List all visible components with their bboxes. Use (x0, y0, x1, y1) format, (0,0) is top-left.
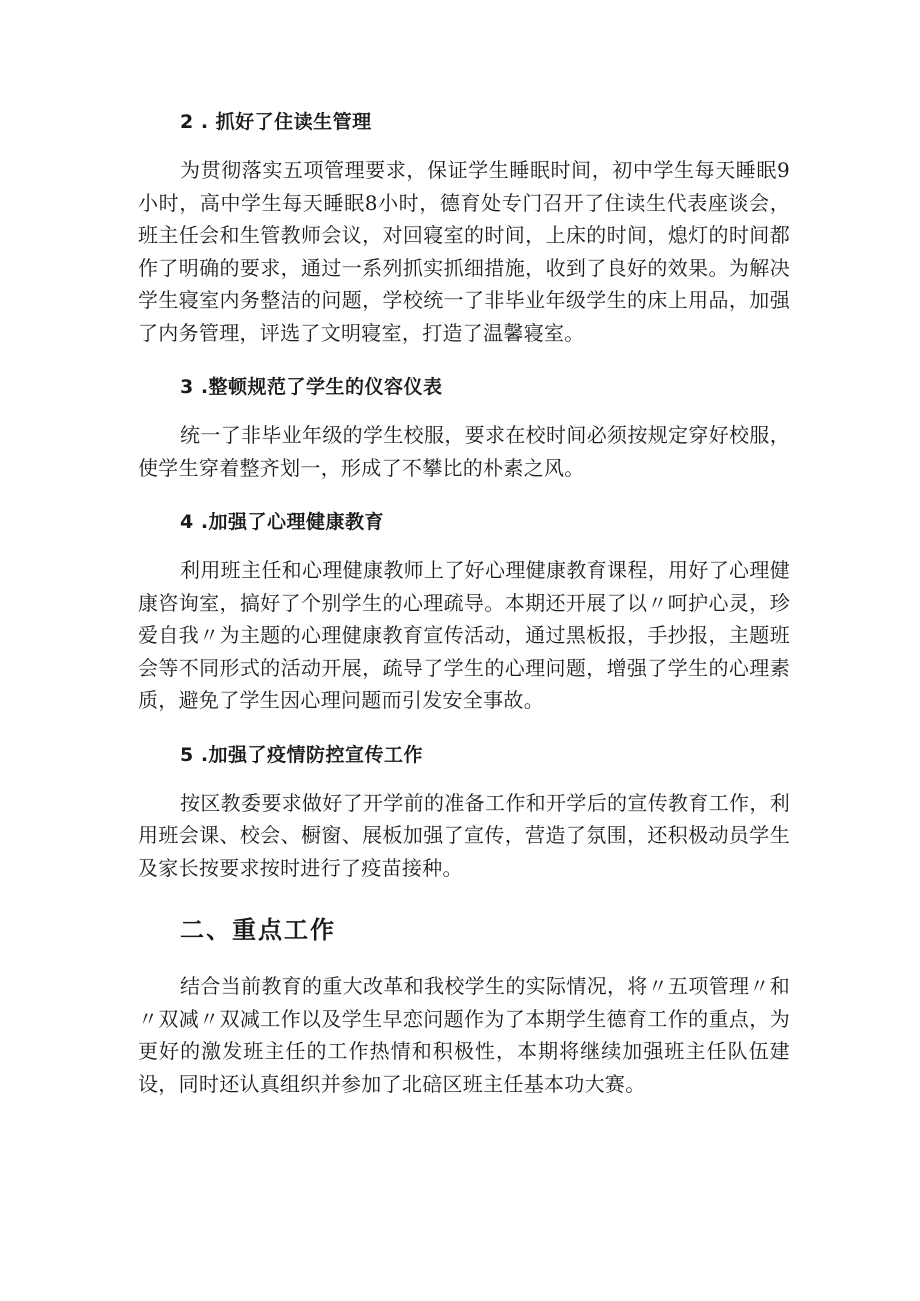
section-heading-epidemic: 5 .加强了疫情防控宣传工作 (180, 743, 424, 766)
section-heading-residential-management: 2 . 抓好了住读生管理 (180, 111, 372, 133)
document-content (138, 104, 790, 1100)
section-body-epidemic: 按区教委要求做好了开学前的准备工作和开学后的宣传教育工作，利用班会课、校会、橱窗、展板加强了宣传，营造了氛围，还积极动员学生及家长按要求按时进行了疫苗接种。 (138, 790, 790, 880)
section-body-mental-health: 利用班主任和心理健康教师上了好心理健康教育课程，用好了心理健康咨询室，搞好了个别学生的心理疏导。本期还开展了以〃呵护心灵，珍爱自我〃为主题的心理健康教育宣传活动，通过黑板报，手抄报，主题班会等不同形式的活动开展，疏导了学生的心理问题，增强了学生的心理素质，避免了学生因心理问题而引发安全事故。 (138, 558, 790, 712)
chapter-body-key-work: 结合当前教育的重大改革和我校学生的实际情况，将〃五项管理〃和〃双减〃双减工作以及学生早恋问题作为了本期学生德育工作的重点，为更好的激发班主任的工作热情和积极性，本期将继续加强班主任队伍建设，同时还认真组织并参加了北碚区班主任基本功大赛。 (138, 974, 790, 1096)
section-heading-mental-health: 4 .加强了心理健康教育 (180, 511, 385, 533)
section-body-residential-management: 为贯彻落实五项管理要求，保证学生睡眠时间，初中学生每天睡眠9小时，高中学生每天睡眠8小时，德育处专门召开了住读生代表座谈会，班主任会和生管教师会议，对回寝室的时间，上床的时间，熄灯的时间都作了明确的要求，通过一系列抓实抓细措施，收到了良好的效果。为解决学生寝室内务整洁的问题，学校统一了非毕业年级学生的床上用品，加强了内务管理，评选了文明寝室，打造了温馨寝室。 (138, 158, 790, 345)
chapter-heading-key-work: 二、重点工作 (180, 916, 336, 944)
section-body-appearance: 统一了非毕业年级的学生校服，要求在校时间必须按规定穿好校服，使学生穿着整齐划一，形成了不攀比的朴素之风。 (138, 423, 790, 480)
section-heading-appearance: 3 .整顿规范了学生的仪容仪表 (180, 376, 443, 398)
